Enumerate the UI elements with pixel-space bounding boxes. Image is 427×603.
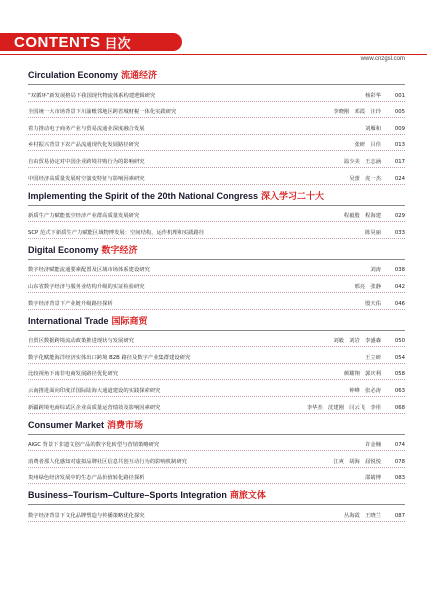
entry-title: 新质生产力赋能低空经济产业群高质量发展研究	[28, 213, 140, 220]
entry-author: 李晓刚 邓霞 汪玲	[333, 109, 381, 116]
entry-page: 074	[394, 442, 405, 449]
toc-entry[interactable]	[28, 276, 405, 293]
entry-author: 王立研	[365, 354, 381, 361]
section-title-cn: 国际商贸	[111, 315, 148, 326]
entry-title: 比较视角下南非电商发展路径优化研究	[28, 371, 119, 378]
entry-author: 杨彩华	[365, 92, 381, 99]
section-title	[28, 488, 405, 501]
entry-author: 邵婧博	[365, 475, 381, 482]
entry-author: 刘雁和	[365, 125, 381, 132]
toc-entry[interactable]	[28, 364, 405, 381]
contents-header	[0, 33, 427, 55]
entry-author: 许金楠	[365, 442, 381, 449]
section-title	[28, 243, 405, 256]
toc-entry[interactable]	[28, 260, 405, 277]
section-title-cn: 深入学习二十大	[261, 190, 325, 201]
entry-author: 邢亮 张静	[354, 283, 381, 290]
entry-author: 程毅殷 程海建	[343, 213, 381, 220]
contents-banner	[0, 33, 182, 51]
contents-title-cn: 目次	[104, 36, 131, 52]
entry-author: 陈昊丽	[365, 229, 381, 236]
entry-author: 江爽 胡海 屈悦悦	[333, 458, 381, 465]
entry-title: SCP 范式下新质生产力赋能区域物博发展：空间结构、运作机理和实践路径	[28, 229, 205, 236]
section-title	[28, 189, 405, 202]
entry-title: 全国统一大市场背景下川渝毗邻地区跨省城财税一体化实践研究	[28, 109, 177, 116]
entry-page: 063	[394, 387, 405, 394]
entry-author: 钟峰 张必涛	[349, 387, 381, 394]
entry-title: AIGC 背景下非遗文创产品的数字化转型与营销策略研究	[28, 442, 160, 449]
toc-entry[interactable]	[28, 118, 405, 135]
entry-author: 颜耀翔 郭庆利	[343, 371, 381, 378]
section-title-en: Consumer Market	[28, 419, 105, 430]
entry-page: 017	[394, 158, 405, 165]
section-title-cn: 数字经济	[101, 244, 138, 255]
toc-entry[interactable]	[28, 451, 405, 468]
entry-title: 乡村振兴背景下农产品流通现代化发展路径研究	[28, 142, 140, 149]
toc-entry[interactable]	[28, 222, 405, 239]
site-url: www.cnzgsl.com	[360, 56, 405, 62]
section-title-en: Business–Tourism–Culture–Sports Integration	[28, 490, 227, 501]
section-title	[28, 68, 405, 81]
toc-entry[interactable]	[28, 85, 405, 102]
section-title-cn: 消费市场	[107, 419, 144, 430]
toc-entry[interactable]	[28, 435, 405, 452]
toc-entry[interactable]	[28, 468, 405, 485]
entry-page: 024	[394, 175, 405, 182]
entry-author: 张研 吕佳	[354, 142, 381, 149]
entry-title: 数字经济赋能流通要素配置及区域市场体系建设研究	[28, 267, 150, 274]
entry-page: 013	[394, 142, 405, 149]
entry-page: 054	[394, 354, 405, 361]
entry-author: 殷天佑	[365, 300, 381, 307]
entry-title: 数字经济背景下产业链升级路径探析	[28, 300, 113, 307]
entry-title: 山东省数字经济与服务业结构升级的实证检验研究	[28, 283, 145, 290]
section-title-cn: 商旅文体	[229, 490, 266, 501]
section-title-en: Circulation Economy	[28, 70, 119, 80]
entry-page: 050	[394, 338, 405, 345]
entry-title: 数字化赋能海洋经济实体出口跨境 B2B 路径及数字产业集群建设研究	[28, 354, 191, 361]
entry-page: 046	[394, 300, 405, 307]
section-title-cn: 流通经济	[121, 70, 158, 80]
entry-page: 078	[394, 458, 405, 465]
entry-page: 005	[394, 109, 405, 116]
entry-author: 吴蕾 虎一杰	[349, 175, 381, 182]
toc-entry[interactable]	[28, 397, 405, 414]
toc-entry[interactable]	[28, 102, 405, 119]
toc-entry[interactable]	[28, 168, 405, 185]
entry-page: 042	[394, 283, 405, 290]
section-title	[28, 418, 405, 431]
entry-author: 刘毅 刘岩 李盛森	[333, 338, 381, 345]
entry-page: 068	[394, 404, 405, 411]
section-title-en: Digital Economy	[28, 244, 99, 255]
toc-entry[interactable]	[28, 505, 405, 522]
entry-title: 着力推动电子商务产业与贸易流通业深度融合发展	[28, 125, 145, 132]
entry-title: 自由贸易协定对中国企业跨境并购行为的影响研究	[28, 158, 145, 165]
section-title-en: Implementing the Spirit of the 20th National Congress	[28, 190, 259, 201]
entry-page: 033	[394, 229, 405, 236]
entry-page: 038	[394, 267, 405, 274]
entry-page: 009	[394, 125, 405, 132]
entry-page: 087	[394, 512, 405, 519]
section-title-en: International Trade	[28, 315, 109, 326]
entry-page: 058	[394, 371, 405, 378]
toc-entry[interactable]	[28, 380, 405, 397]
entry-page: 001	[394, 92, 405, 99]
entry-author: 温少美 王志涵	[343, 158, 381, 165]
table-of-contents	[28, 68, 405, 522]
toc-entry[interactable]	[28, 151, 405, 168]
toc-entry[interactable]	[28, 206, 405, 223]
entry-title: 云南推进面向印度洋国际陆海大通道建设的实践探索研究	[28, 387, 161, 394]
entry-title: “双循环”新发展格局下我国现代物流体系构建逻辑研究	[28, 92, 156, 99]
entry-author: 刘涛	[370, 267, 381, 274]
entry-title: 新疆跨境电商综试区企业高质量运营绩效及影响因素研究	[28, 404, 161, 411]
entry-title: 自贸区数据跨境流动政策推进现状与发展研究	[28, 338, 134, 345]
entry-author: 李华杰 沈建刚 闫云飞 李彤	[306, 404, 381, 411]
toc-entry[interactable]	[28, 331, 405, 348]
contents-title: CONTENTS	[14, 33, 101, 51]
toc-entry[interactable]	[28, 135, 405, 152]
entry-title: 消费者那人化感知对虚拟品牌社区信息共创互动行为的影响机制研究	[28, 458, 187, 465]
entry-author: 丛海霞 王晓兰	[343, 512, 381, 519]
toc-entry[interactable]	[28, 293, 405, 310]
header-rule	[0, 54, 427, 55]
entry-title: 数字经济背景下文化品牌塑造与传播策略优化探究	[28, 512, 145, 519]
entry-title: 中国经济高质量发展时空演变特征与影响因素研究	[28, 175, 145, 182]
entry-page: 083	[394, 475, 405, 482]
entry-page: 029	[394, 213, 405, 220]
entry-title: 贵州绿色经济发展中的生态产品价值转化路径探析	[28, 475, 145, 482]
section-title	[28, 314, 405, 327]
toc-entry[interactable]	[28, 347, 405, 364]
